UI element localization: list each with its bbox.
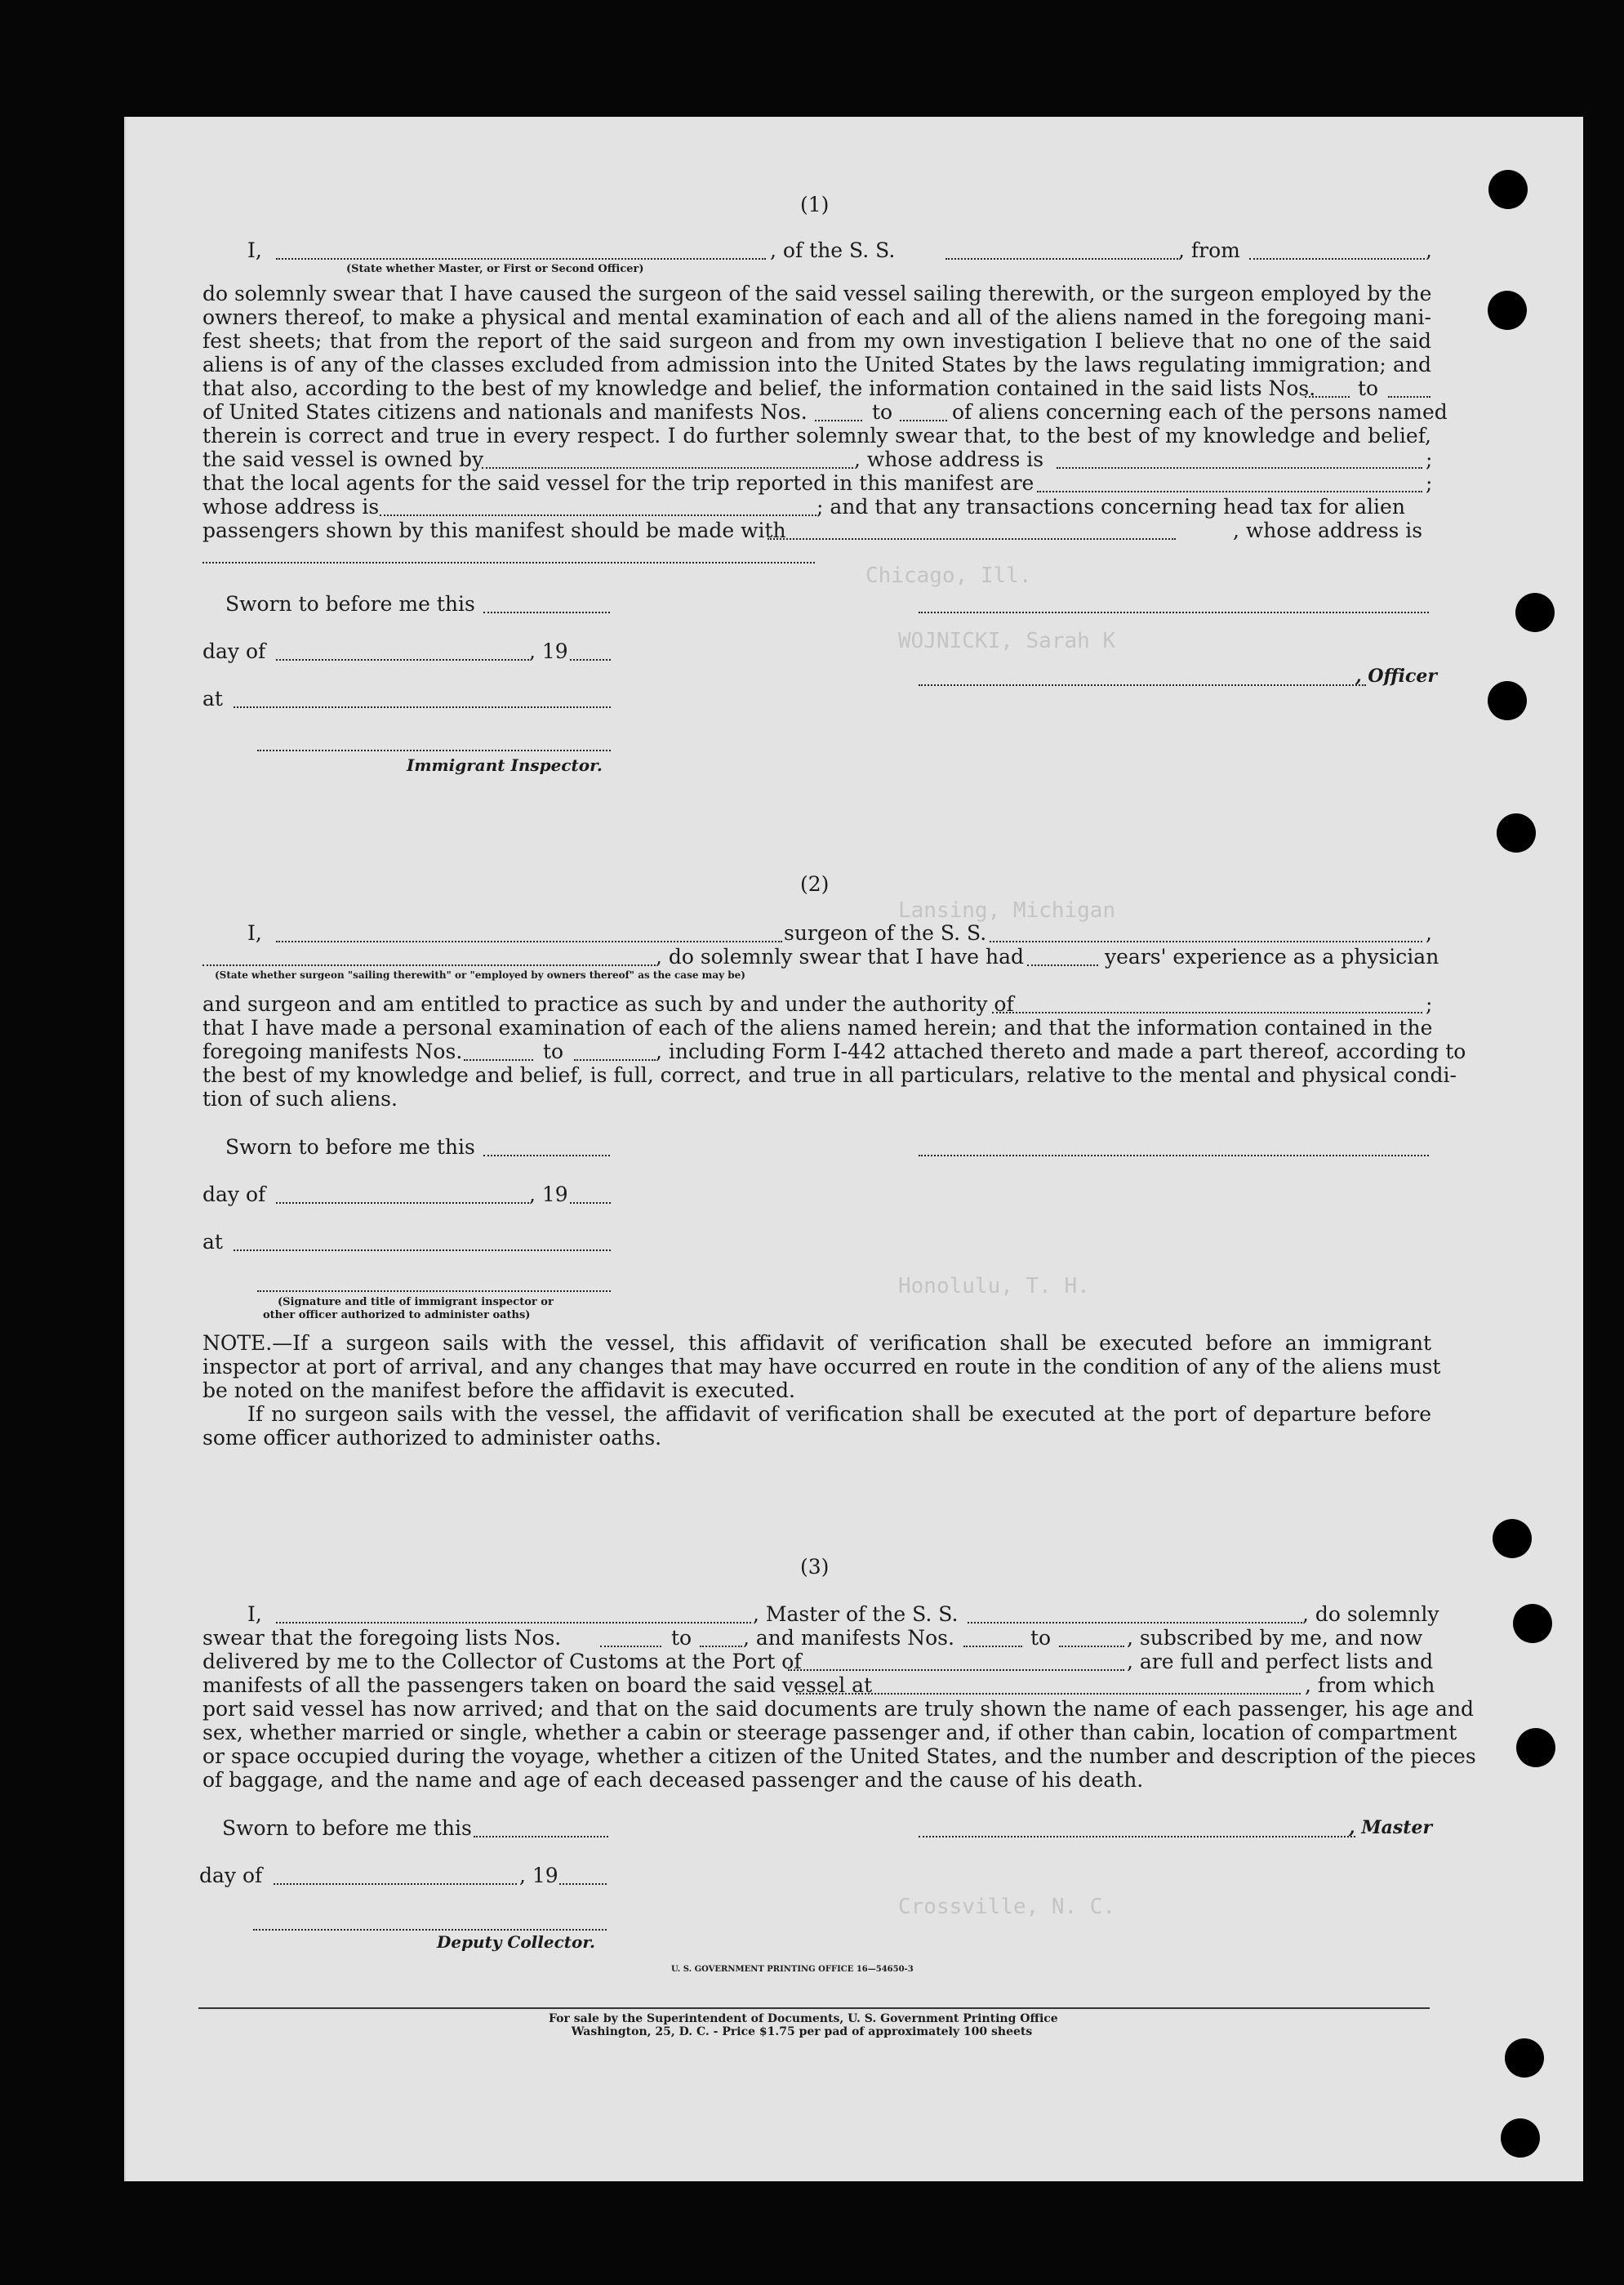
- s3-master-signature-label: , Master: [1349, 1817, 1433, 1838]
- s1-para-line: owners thereof, to make a physical and mental examination of each and all of the aliens named in the foregoing mani-: [202, 305, 1431, 329]
- s3-perfect-lists-text: , are full and perfect lists and: [1127, 1650, 1434, 1673]
- s3-port-field[interactable]: [788, 1669, 1124, 1671]
- s1-year-label: , 19: [529, 639, 568, 663]
- s2-note-line: some officer authorized to administer oaths.: [202, 1426, 662, 1450]
- s1-sworn-label: Sworn to before me this: [225, 592, 475, 616]
- s1-dayof-label: day of: [202, 639, 266, 663]
- s1-lists-text: that also, according to the best of my knowledge and belief, the information contained in the said lists Nos.: [202, 376, 1316, 400]
- s1-agents-label: that the local agents for the said vessel for the trip reported in this manifest are: [202, 471, 1034, 495]
- s2-authority-field[interactable]: [992, 1012, 1422, 1013]
- s1-year-field[interactable]: [570, 659, 611, 661]
- s3-to-label: to: [671, 1626, 692, 1650]
- s2-surgeon-label: surgeon of the S. S.: [784, 921, 987, 945]
- s2-comma: ,: [1426, 921, 1432, 945]
- s2-inspector-caption: (Signature and title of immigrant inspector or: [278, 1296, 554, 1308]
- s2-i-label: I,: [247, 921, 262, 945]
- punch-hole: [1505, 2038, 1544, 2078]
- s2-para-line: the best of my knowledge and belief, is full, correct, and true in all particulars, relative to the mental and physical condi-: [202, 1063, 1457, 1087]
- s1-to-label: to: [1358, 376, 1379, 400]
- s3-dayof-label: day of: [199, 1864, 263, 1887]
- s3-subscribed-text: , subscribed by me, and now: [1127, 1626, 1423, 1650]
- s1-officer-caption: (State whether Master, or First or Second Officer): [346, 263, 644, 275]
- s3-collector-signature-field[interactable]: [253, 1929, 607, 1931]
- punch-hole: [1488, 291, 1527, 330]
- s3-lists-to-field[interactable]: [700, 1646, 742, 1647]
- s1-owned-label: the said vessel is owned by: [202, 448, 484, 471]
- s1-party-address-field[interactable]: [202, 562, 815, 563]
- s3-from-which-text: , from which: [1305, 1673, 1435, 1697]
- s1-headtax-text: ; and that any transactions concerning head tax for alien: [816, 495, 1405, 519]
- s3-para-line: port said vessel has now arrived; and that on the said documents are truly shown the name of each passenger, his age and: [202, 1697, 1475, 1721]
- s2-to-label: to: [543, 1040, 564, 1063]
- s3-master-name-field[interactable]: [276, 1622, 751, 1624]
- s2-note-line: inspector at port of arrival, and any changes that may have occurred en route in the condition of any of the aliens must: [202, 1355, 1441, 1379]
- s3-i-label: I,: [247, 1602, 262, 1626]
- s2-swear-text: , do solemnly swear that I have had: [656, 945, 1025, 969]
- s1-agents-field[interactable]: [1037, 491, 1422, 492]
- s3-para-line: or space occupied during the voyage, whether a citizen of the United States, and the number and description of the pieces: [202, 1744, 1476, 1768]
- s2-manifests-from-field[interactable]: [464, 1059, 533, 1061]
- s3-port-label: delivered by me to the Collector of Customs at the Port of: [202, 1650, 802, 1673]
- s1-owner-address-field[interactable]: [1057, 467, 1422, 469]
- s3-master-signature-field[interactable]: [919, 1836, 1355, 1837]
- s3-lists-from-field[interactable]: [600, 1646, 661, 1647]
- s3-lists-label: swear that the foregoing lists Nos.: [202, 1626, 562, 1650]
- punch-hole: [1488, 681, 1527, 720]
- s2-sworn-day-field[interactable]: [483, 1155, 610, 1156]
- s1-headtax-party-field[interactable]: [768, 538, 1176, 540]
- s3-departure-label: manifests of all the passengers taken on board the said vessel at: [202, 1673, 873, 1697]
- s2-para-line: tion of such aliens.: [202, 1087, 398, 1111]
- sale-notice-line-1: For sale by the Superintendent of Documents, U. S. Government Printing Office: [549, 2012, 1058, 2025]
- s3-para-line: of baggage, and the name and age of each deceased passenger and the cause of his death.: [202, 1768, 1144, 1792]
- punch-hole: [1513, 1604, 1552, 1643]
- s3-sworn-day-field[interactable]: [474, 1836, 608, 1837]
- s1-passengers-label: passengers shown by this manifest should be made with: [202, 519, 786, 542]
- s1-para-line: do solemnly swear that I have caused the surgeon of the said vessel sailing therewith, or the surgeon employed by the: [202, 282, 1432, 305]
- s2-year-field[interactable]: [570, 1202, 611, 1204]
- s3-master-label: , Master of the S. S.: [753, 1602, 959, 1626]
- s1-owner-address-label: , whose address is: [854, 448, 1044, 471]
- s2-note-line: If no surgeon sails with the vessel, the affidavit of verification shall be executed at the port of departure before: [247, 1402, 1431, 1426]
- s2-years-field[interactable]: [1027, 964, 1098, 966]
- s1-para-line: aliens is of any of the classes excluded from admission into the United States by the laws regulating immigration; and: [202, 353, 1431, 376]
- s1-aliens-text: of aliens concerning each of the persons named: [952, 400, 1448, 424]
- s1-vessel-label: , of the S. S.: [770, 238, 896, 262]
- s2-inspector-caption: other officer authorized to administer oaths): [263, 1309, 531, 1321]
- s3-month-field[interactable]: [274, 1883, 517, 1885]
- punch-hole: [1497, 813, 1536, 853]
- s2-month-field[interactable]: [276, 1202, 529, 1204]
- s2-surgeon-signature-field[interactable]: [919, 1155, 1429, 1156]
- s2-form-text: , including Form I-442 attached thereto and made a part thereof, according to: [656, 1040, 1466, 1063]
- s1-manifests-text: of United States citizens and nationals and manifests Nos.: [202, 400, 808, 424]
- sale-notice-line-2: Washington, 25, D. C. - Price $1.75 per pad of approximately 100 sheets: [571, 2025, 1033, 2038]
- s1-agents-address-label: whose address is: [202, 495, 380, 519]
- s2-year-label: , 19: [529, 1183, 568, 1206]
- s1-inspector-signature-field[interactable]: [257, 750, 611, 751]
- s1-party-address-label: , whose address is: [1233, 519, 1423, 542]
- s1-i-label: I,: [247, 238, 262, 262]
- s1-from-label: , from: [1178, 238, 1240, 262]
- s2-note-line: NOTE.—If a surgeon sails with the vessel, this affidavit of verification shall be executed before an immigrant: [202, 1331, 1431, 1355]
- s3-swear-text: , do solemnly: [1302, 1602, 1439, 1626]
- section-1-number: (1): [800, 193, 830, 216]
- s3-manifests-label: , and manifests Nos.: [743, 1626, 954, 1650]
- bleed-through-text: Chicago, Ill.: [865, 563, 1032, 588]
- s1-at-field[interactable]: [234, 706, 611, 708]
- s1-semicolon: ;: [1426, 448, 1433, 471]
- bleed-through-text: Lansing, Michigan: [898, 898, 1116, 923]
- s3-collector-caption: Deputy Collector.: [437, 1932, 596, 1952]
- s2-authority-label: and surgeon and am entitled to practice as such by and under the authority of: [202, 992, 1014, 1016]
- s1-para-line: fest sheets; that from the report of the said surgeon and from my own investigation I believe that no one of the said: [202, 329, 1431, 353]
- punch-hole: [1488, 170, 1528, 209]
- s2-para-line: that I have made a personal examination of each of the aliens named herein; and that the information contained in the: [202, 1016, 1433, 1040]
- s1-manifests-to-field[interactable]: [900, 420, 947, 421]
- s3-vessel-field[interactable]: [968, 1622, 1302, 1624]
- s2-manifests-label: foregoing manifests Nos.: [202, 1040, 463, 1063]
- s1-officer-signature-field-top[interactable]: [919, 612, 1429, 613]
- punch-hole: [1501, 2118, 1540, 2158]
- s1-month-field[interactable]: [276, 659, 529, 661]
- s1-lists-to-field[interactable]: [1388, 396, 1430, 398]
- s1-officer-signature-field[interactable]: [919, 684, 1366, 686]
- s1-semicolon: ;: [1426, 471, 1433, 495]
- bleed-through-text: Crossville, N. C.: [898, 1895, 1116, 1919]
- s3-year-label: , 19: [519, 1864, 558, 1887]
- s1-owner-field[interactable]: [482, 467, 853, 469]
- s1-to-label: to: [872, 400, 893, 424]
- s1-at-label: at: [202, 687, 223, 710]
- s1-from-field[interactable]: [1249, 258, 1425, 260]
- s1-manifests-from-field[interactable]: [815, 420, 862, 421]
- s2-manifests-to-field[interactable]: [574, 1059, 656, 1061]
- s3-year-field[interactable]: [559, 1883, 607, 1885]
- punch-hole: [1516, 1728, 1555, 1767]
- s1-para-line: therein is correct and true in every respect. I do further solemnly swear that, to the best of my knowledge and belief,: [202, 424, 1431, 448]
- s2-at-field[interactable]: [234, 1249, 611, 1251]
- bleed-through-text: Honolulu, T. H.: [898, 1274, 1090, 1298]
- s1-vessel-field[interactable]: [945, 258, 1178, 260]
- s1-lists-from-field[interactable]: [1305, 396, 1350, 398]
- s1-officer-label: , Officer: [1355, 666, 1438, 687]
- s2-at-label: at: [202, 1230, 223, 1254]
- s1-inspector-caption: Immigrant Inspector.: [407, 755, 603, 775]
- s3-to-label: to: [1030, 1626, 1052, 1650]
- punch-hole: [1515, 593, 1555, 632]
- s1-sworn-day-field[interactable]: [483, 612, 610, 613]
- s2-surgeon-type-field[interactable]: [202, 964, 656, 966]
- s2-experience-text: years' experience as a physician: [1105, 945, 1439, 969]
- s2-semicolon: ;: [1426, 992, 1433, 1016]
- s3-manifests-to-field[interactable]: [1059, 1646, 1124, 1647]
- bleed-through-text: WOJNICKI, Sarah K: [898, 629, 1116, 653]
- s2-inspector-signature-field[interactable]: [257, 1290, 611, 1292]
- s1-officer-name-field[interactable]: [276, 258, 766, 260]
- s2-surgeon-caption: (State whether surgeon "sailing therewith" or "employed by owners thereof" as the case may be): [215, 969, 745, 981]
- printing-office-note: U. S. GOVERNMENT PRINTING OFFICE 16—54650-3: [671, 1965, 914, 1974]
- s3-sworn-label: Sworn to before me this: [222, 1816, 472, 1840]
- s3-para-line: sex, whether married or single, whether a cabin or steerage passenger and, if other than cabin, location of compartment: [202, 1721, 1457, 1744]
- s2-sworn-label: Sworn to before me this: [225, 1135, 475, 1159]
- punch-hole: [1493, 1519, 1532, 1558]
- s3-departure-port-field[interactable]: [796, 1693, 1301, 1695]
- section-2-number: (2): [800, 872, 830, 896]
- s2-surgeon-name-field[interactable]: [276, 941, 782, 942]
- s1-comma: ,: [1426, 238, 1432, 262]
- section-3-number: (3): [800, 1555, 830, 1579]
- s1-agents-address-field[interactable]: [380, 514, 816, 516]
- s2-vessel-field[interactable]: [990, 941, 1422, 942]
- s2-note-line: be noted on the manifest before the affidavit is executed.: [202, 1379, 795, 1402]
- footer-rule: [198, 2007, 1430, 2009]
- s3-manifests-from-field[interactable]: [963, 1646, 1022, 1647]
- s2-dayof-label: day of: [202, 1183, 266, 1206]
